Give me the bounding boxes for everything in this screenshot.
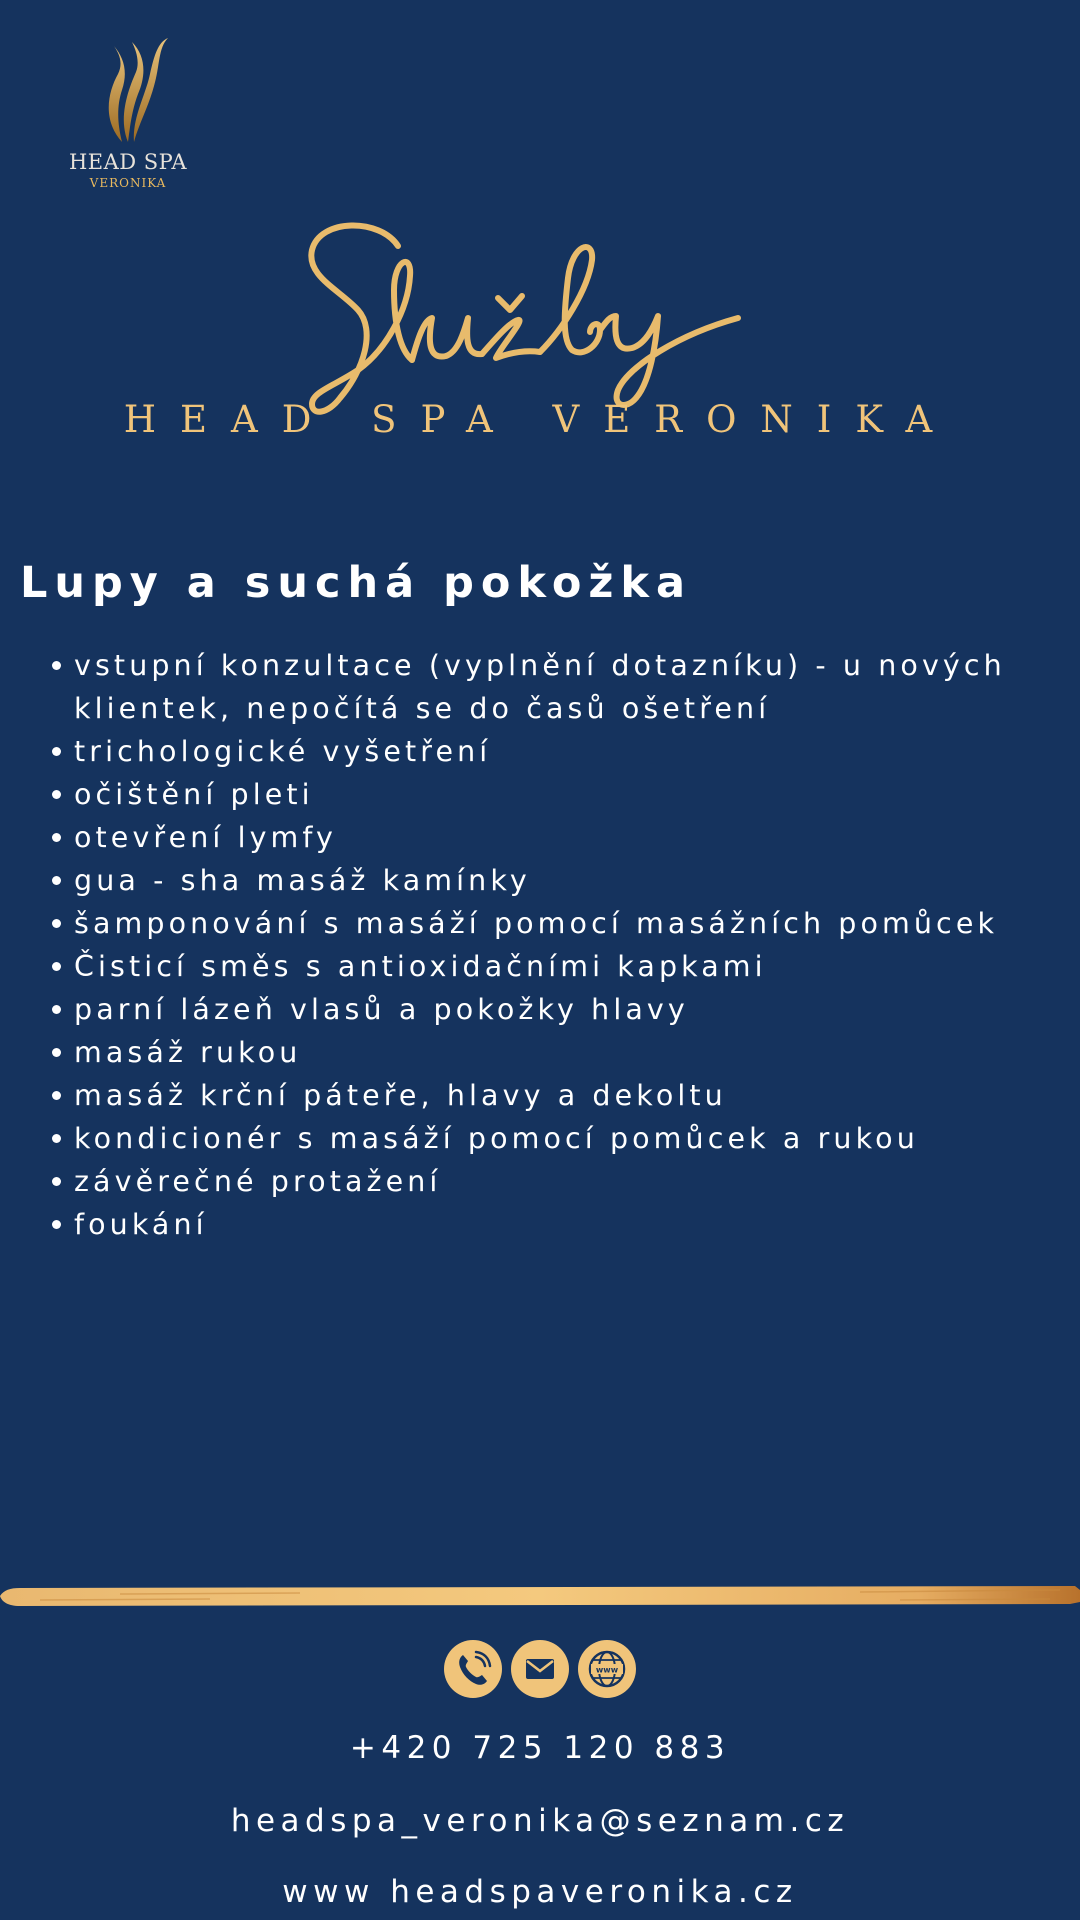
service-item: závěrečné protažení	[48, 1160, 1068, 1203]
service-item: Čisticí směs s antioxidačními kapkami	[48, 945, 1068, 988]
gold-brush-divider	[0, 1584, 1080, 1608]
service-item: foukání	[48, 1203, 1068, 1246]
service-item: masáž krční páteře, hlavy a dekoltu	[48, 1074, 1068, 1117]
service-item: gua - sha masáž kamínky	[48, 859, 1068, 902]
service-item: parní lázeň vlasů a pokožky hlavy	[48, 988, 1068, 1031]
globe-icon[interactable]	[578, 1640, 636, 1698]
service-item: očištění pleti	[48, 773, 1068, 816]
service-item: masáž rukou	[48, 1031, 1068, 1074]
logo-subname: VERONIKA	[89, 176, 167, 190]
service-item: otevření lymfy	[48, 816, 1068, 859]
mail-icon[interactable]	[511, 1640, 569, 1698]
service-list	[48, 644, 1068, 1246]
contact-email[interactable]: headspa_veronika@seznam.cz	[230, 1803, 850, 1839]
service-item: šamponování s masáží pomocí masážních pomůcek	[48, 902, 1068, 945]
hair-swirl-logo-icon	[88, 34, 168, 146]
service-item: vstupní konzultace (vyplnění dotazníku) - u nových klientek, nepočítá se do časů ošetření	[48, 644, 1068, 730]
page-subtitle: HEAD SPA VERONIKA	[123, 398, 957, 441]
contact-icons	[444, 1640, 636, 1700]
section-heading: Lupy a suchá pokožka	[20, 558, 693, 608]
contact-website[interactable]: www headspaveronika.cz	[282, 1874, 798, 1910]
service-item: trichologické vyšetření	[48, 730, 1068, 773]
contact-phone[interactable]: +420 725 120 883	[349, 1730, 731, 1766]
svg-text:www: www	[595, 1665, 619, 1675]
phone-icon[interactable]	[444, 1640, 502, 1698]
brand-logo	[60, 34, 196, 214]
service-item: kondicionér s masáží pomocí pomůcek a rukou	[48, 1117, 1068, 1160]
logo-name: HEAD SPA	[68, 150, 188, 174]
